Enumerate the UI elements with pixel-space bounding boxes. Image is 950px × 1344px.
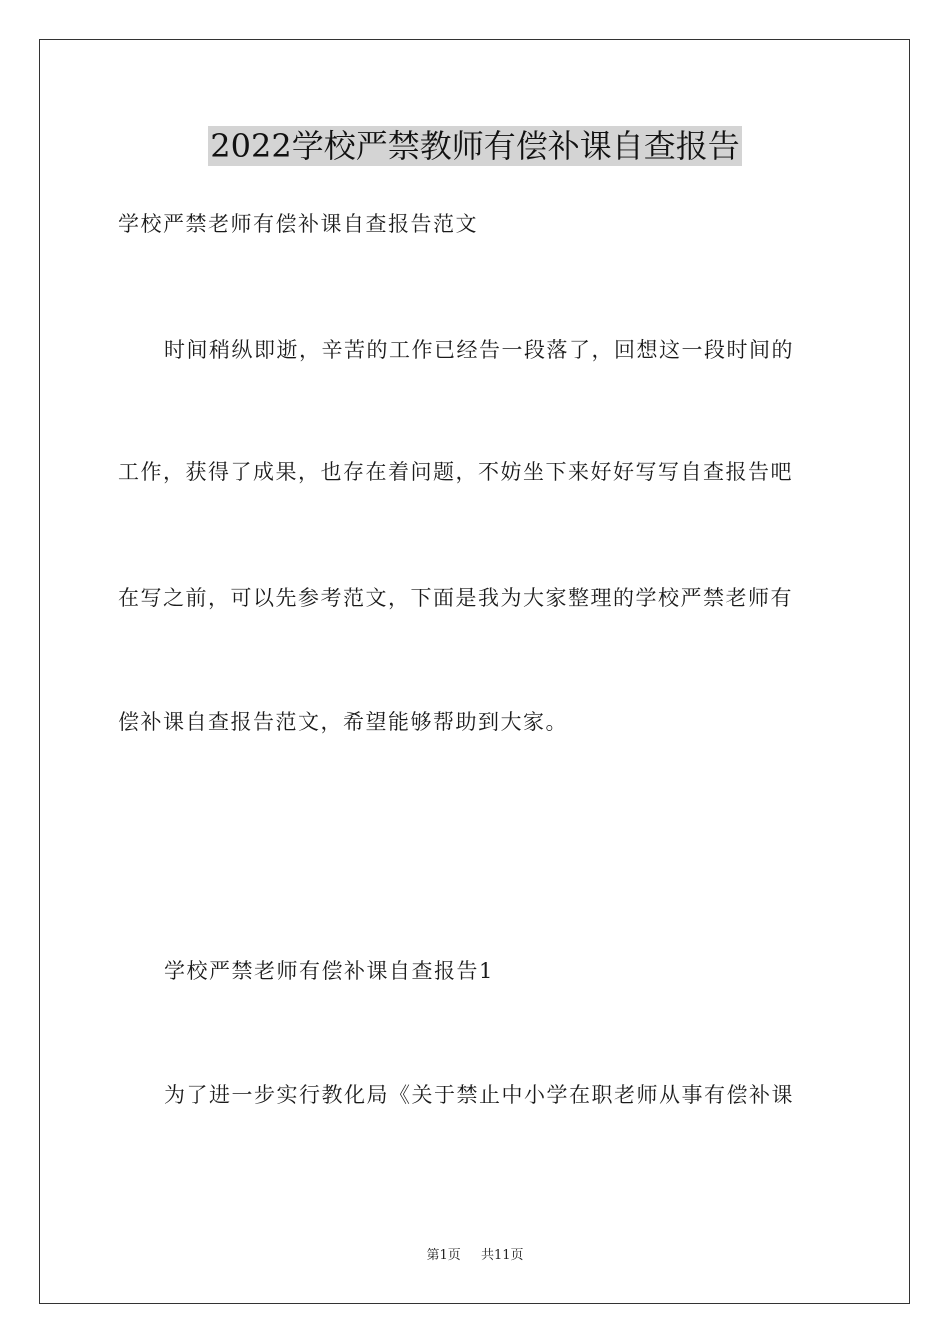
intro-line-4: 偿补课自查报告范文，希望能够帮助到大家。 xyxy=(118,710,568,734)
document-title: 2022学校严禁教师有偿补课自查报告 xyxy=(210,127,740,165)
section-heading: 学校严禁老师有偿补课自查报告1 xyxy=(164,959,494,983)
intro-line-1: 时间稍纵即逝，辛苦的工作已经告一段落了，回想这一段时间的 xyxy=(164,338,794,362)
page-number-total: 共11页 xyxy=(480,1248,524,1263)
page-footer xyxy=(0,1247,950,1265)
page-number-current: 第1页 xyxy=(426,1248,461,1263)
title-container xyxy=(0,126,950,166)
document-subtitle: 学校严禁老师有偿补课自查报告范文 xyxy=(118,212,478,236)
intro-line-2: 工作，获得了成果，也存在着问题，不妨坐下来好好写写自查报告吧 xyxy=(118,460,793,484)
intro-line-3: 在写之前，可以先参考范文，下面是我为大家整理的学校严禁老师有 xyxy=(118,586,793,610)
section-first-line: 为了进一步实行教化局《关于禁止中小学在职老师从事有偿补课 xyxy=(164,1083,794,1107)
